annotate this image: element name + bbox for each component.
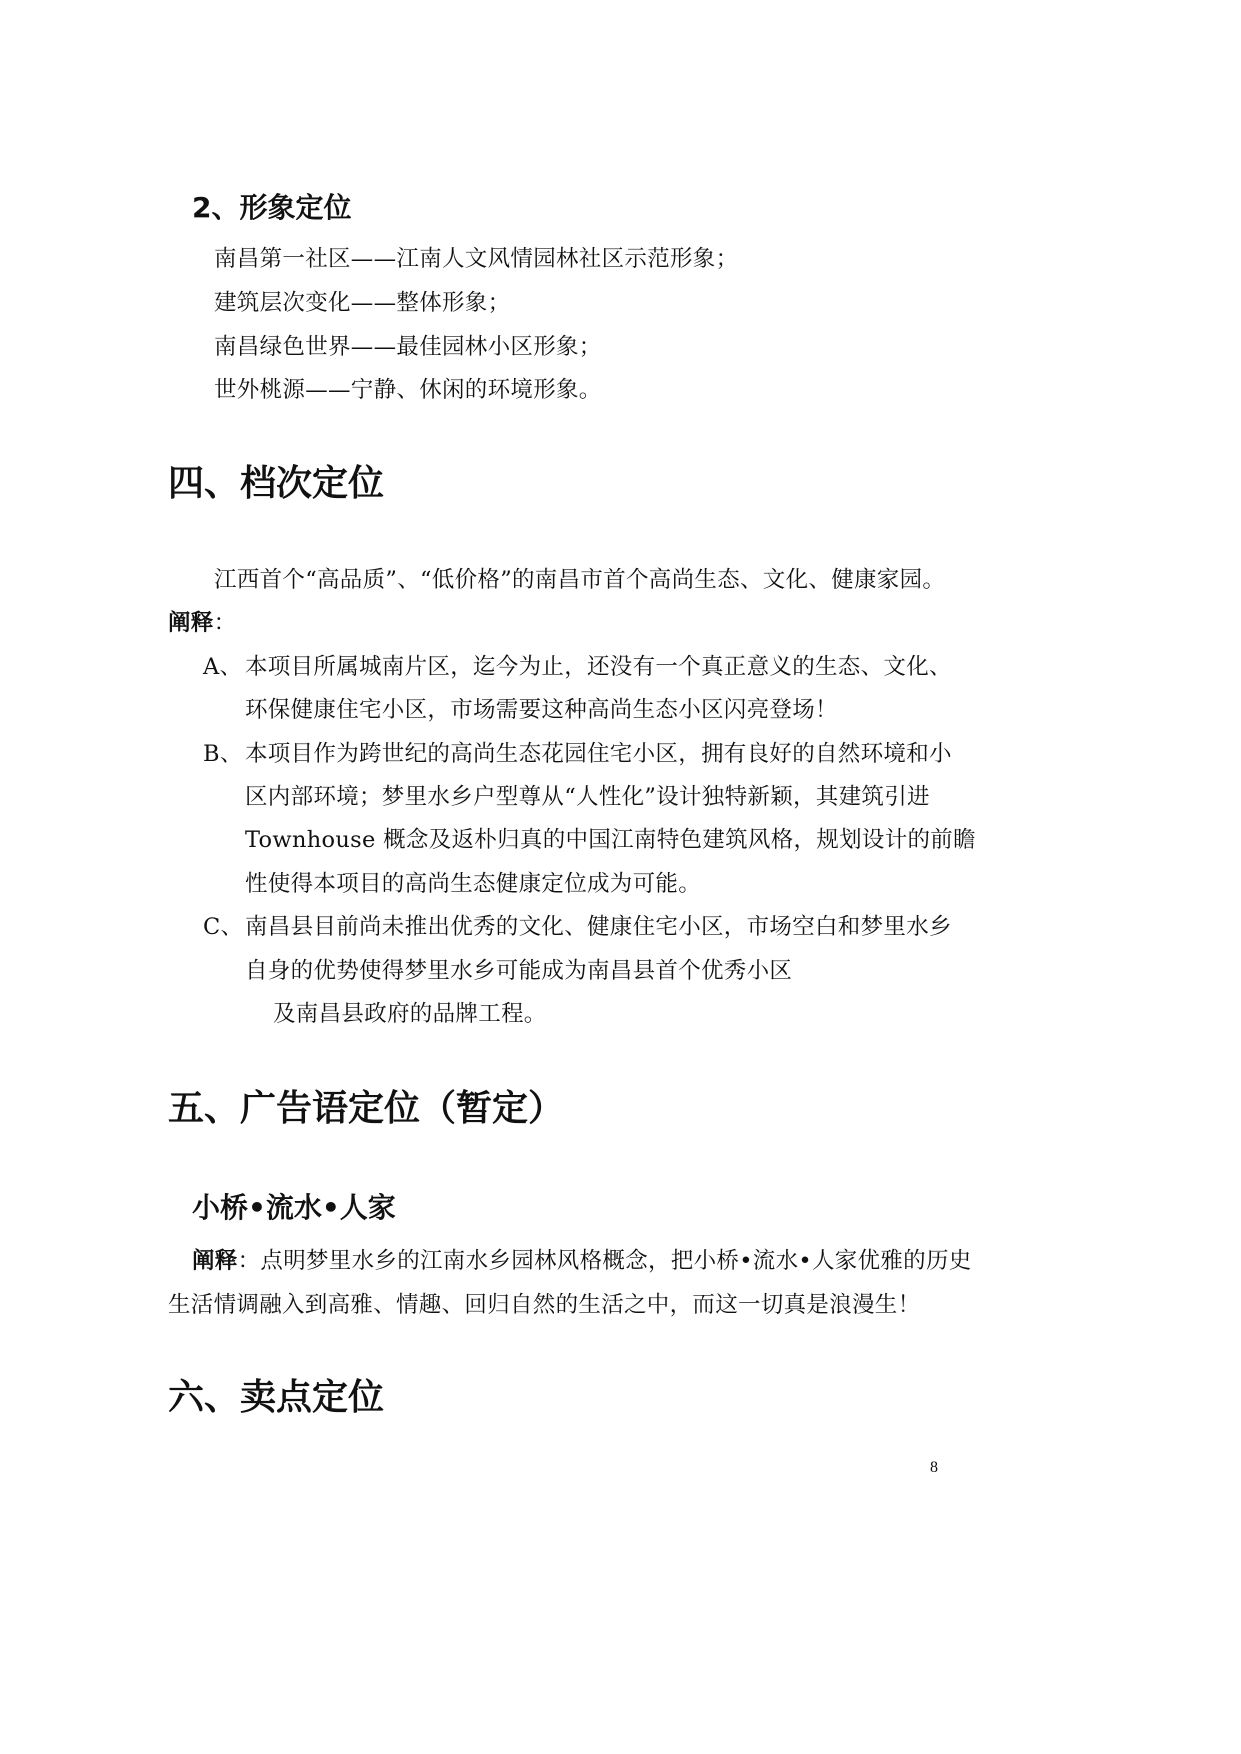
grade-explain-label: 阐释： — [168, 610, 237, 636]
item-c-marker: C、 — [203, 914, 244, 940]
item-a-line-1: 本项目所属城南片区，迄今为止，还没有一个真正意义的生态、文化、 — [245, 654, 952, 680]
page-number: 8 — [930, 1459, 938, 1476]
image-line-3: 南昌绿色世界——最佳园林小区形象； — [214, 334, 602, 360]
item-a-marker: A、 — [203, 654, 243, 680]
item-c-line-3: 及南昌县政府的品牌工程。 — [273, 1001, 547, 1027]
item-c-line-2: 自身的优势使得梦里水乡可能成为南昌县首个优秀小区 — [245, 958, 793, 984]
item-b-marker: B、 — [203, 741, 243, 767]
grade-positioning-heading: 四、档次定位 — [168, 463, 385, 504]
item-a-line-2: 环保健康住宅小区，市场需要这种高尚生态小区闪亮登场！ — [245, 697, 838, 723]
item-b-line-3: Townhouse 概念及返朴归真的中国江南特色建筑风格，规划设计的前瞻 — [245, 827, 976, 853]
selling-point-heading: 六、卖点定位 — [168, 1377, 385, 1418]
slogan-explain-line-2: 生活情调融入到高雅、情趣、回归自然的生活之中，而这一切真是浪漫生！ — [168, 1292, 921, 1318]
slogan-explain-line-1: 阐释：点明梦里水乡的江南水乡园林风格概念，把小桥•流水•人家优雅的历史 — [192, 1248, 972, 1274]
image-line-4: 世外桃源——宁静、休闲的环境形象。 — [214, 377, 602, 403]
grade-intro: 江西首个“高品质”、“低价格”的南昌市首个高尚生态、文化、健康家园。 — [214, 567, 946, 593]
item-b-line-2: 区内部环境；梦里水乡户型尊从“人性化”设计独特新颖，其建筑引进 — [245, 784, 930, 810]
image-line-2: 建筑层次变化——整体形象； — [214, 290, 511, 316]
item-c-line-1: 南昌县目前尚未推出优秀的文化、健康住宅小区，市场空白和梦里水乡 — [245, 914, 952, 940]
item-b-line-1: 本项目作为跨世纪的高尚生态花园住宅小区，拥有良好的自然环境和小 — [245, 741, 952, 767]
image-line-1: 南昌第一社区——江南人文风情园林社区示范形象； — [214, 246, 739, 272]
slogan-positioning-heading: 五、广告语定位（暂定） — [168, 1088, 565, 1129]
slogan-text: 小桥•流水•人家 — [192, 1191, 396, 1224]
image-positioning-heading: 2、形象定位 — [192, 191, 352, 224]
item-b-line-4: 性使得本项目的高尚生态健康定位成为可能。 — [245, 871, 702, 897]
